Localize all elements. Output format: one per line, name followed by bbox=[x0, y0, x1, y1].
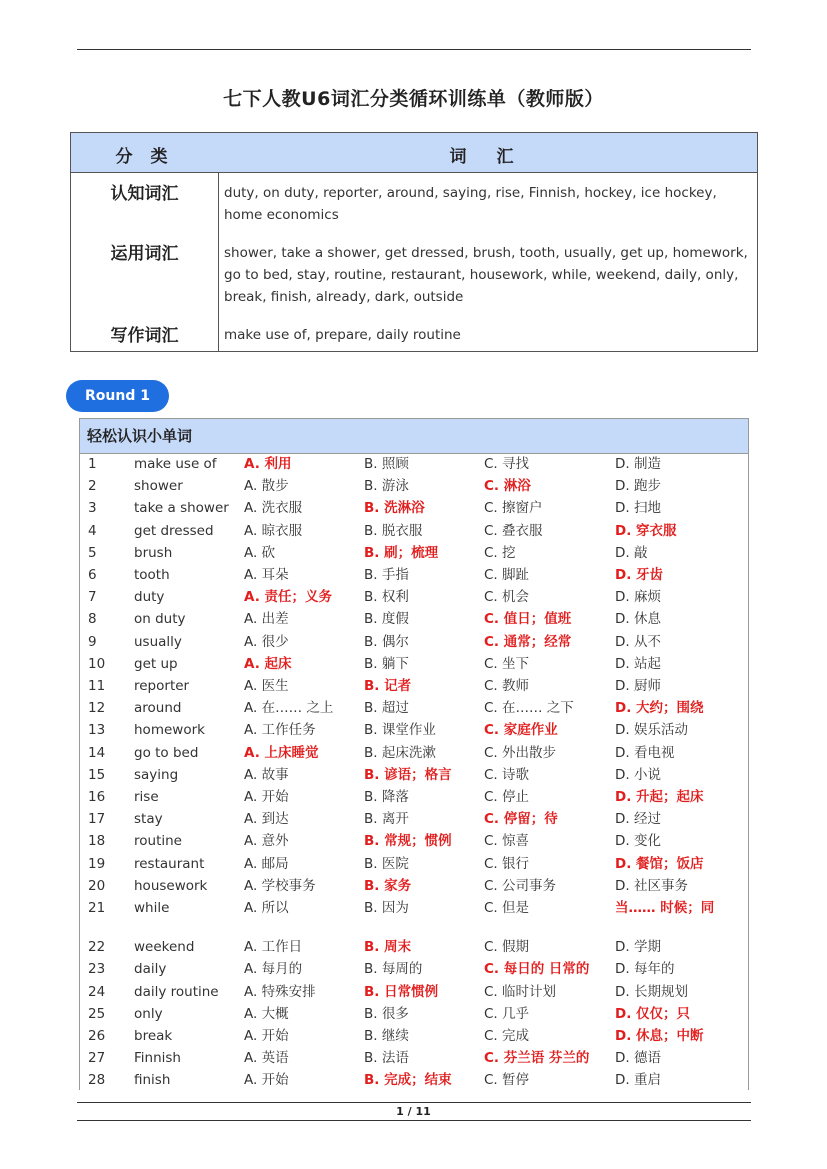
option-c: C. 通常；经常 bbox=[484, 633, 572, 650]
option-a: A. 所以 bbox=[244, 900, 289, 916]
question-word: housework bbox=[134, 877, 208, 894]
question-word: restaurant bbox=[134, 855, 205, 872]
option-b: B. 继续 bbox=[364, 1028, 409, 1044]
question-number: 23 bbox=[88, 961, 106, 978]
top-rule bbox=[77, 49, 751, 50]
option-a: A. 意外 bbox=[244, 833, 289, 850]
vocab-category: 写作词汇 bbox=[110, 326, 179, 346]
question-word: brush bbox=[134, 544, 173, 561]
vocab-category: 运用词汇 bbox=[110, 244, 179, 264]
question-number: 10 bbox=[88, 655, 106, 672]
option-d: D. 娱乐活动 bbox=[615, 722, 688, 739]
question-word: around bbox=[134, 700, 182, 717]
option-c: C. 几乎 bbox=[484, 1005, 530, 1022]
option-c: C. 芬兰语 芬兰的 bbox=[484, 1050, 590, 1067]
option-b: B. 躺下 bbox=[364, 655, 409, 672]
vocab-words: duty, on duty, reporter, around, saying, rise, Finnish, hockey, ice hockey, home economics bbox=[224, 185, 717, 223]
option-c: C. 但是 bbox=[484, 900, 530, 916]
option-a: A. 医生 bbox=[244, 678, 289, 694]
quiz-row bbox=[80, 764, 748, 786]
quiz-row bbox=[80, 1025, 748, 1047]
question-number: 17 bbox=[88, 811, 106, 828]
option-b: B. 记者 bbox=[364, 678, 412, 694]
option-d: D. 站起 bbox=[615, 655, 661, 672]
option-b: B. 起床洗漱 bbox=[364, 744, 436, 761]
option-a: A. 散步 bbox=[244, 478, 289, 495]
option-d: D. 制造 bbox=[615, 456, 661, 472]
question-number: 28 bbox=[88, 1072, 106, 1089]
option-b: B. 偶尔 bbox=[364, 633, 409, 650]
option-d: D. 学期 bbox=[615, 939, 661, 956]
option-d: D. 敲 bbox=[615, 544, 648, 561]
quiz-row bbox=[80, 497, 748, 519]
option-a: A. 每月的 bbox=[244, 961, 303, 978]
quiz-row bbox=[80, 1047, 748, 1069]
question-number: 14 bbox=[88, 744, 106, 761]
question-word: get up bbox=[134, 655, 178, 672]
question-number: 4 bbox=[88, 522, 97, 539]
option-a: A. 工作任务 bbox=[244, 722, 316, 739]
quiz-row bbox=[80, 586, 748, 608]
option-a: A. 英语 bbox=[244, 1050, 289, 1067]
question-number: 13 bbox=[88, 722, 106, 739]
option-d: D. 变化 bbox=[615, 833, 661, 850]
option-a: A. 晾衣服 bbox=[244, 522, 303, 539]
quiz-row bbox=[80, 631, 748, 653]
question-number: 7 bbox=[88, 589, 97, 606]
question-word: tooth bbox=[134, 567, 170, 583]
option-d: D. 穿衣服 bbox=[615, 522, 677, 539]
header-words: 词 汇 bbox=[449, 147, 526, 167]
option-c: C. 外出散步 bbox=[484, 744, 557, 761]
option-d: D. 休息 bbox=[615, 611, 661, 628]
option-c: C. 每日的 日常的 bbox=[484, 961, 590, 978]
option-b: B. 谚语；格言 bbox=[364, 766, 452, 783]
quiz-row bbox=[80, 564, 748, 586]
question-number: 19 bbox=[88, 855, 106, 872]
vocab-table bbox=[70, 132, 758, 352]
quiz-row bbox=[80, 897, 748, 936]
option-b: B. 照顾 bbox=[364, 456, 409, 472]
option-a: A. 大概 bbox=[244, 1005, 289, 1022]
quiz-row bbox=[80, 475, 748, 497]
option-a: A. 责任；义务 bbox=[244, 589, 333, 606]
option-c: C. 机会 bbox=[484, 589, 530, 606]
option-a: A. 出差 bbox=[244, 611, 289, 628]
option-a: A. 故事 bbox=[244, 766, 289, 783]
option-a: A. 开始 bbox=[244, 1072, 289, 1089]
option-c: C. 假期 bbox=[484, 939, 530, 956]
question-number: 11 bbox=[88, 678, 106, 694]
question-number: 12 bbox=[88, 700, 106, 717]
option-d: D. 扫地 bbox=[615, 500, 661, 517]
option-b: B. 常规；惯例 bbox=[364, 833, 452, 850]
option-b: B. 权利 bbox=[364, 589, 409, 606]
option-d: D. 厨师 bbox=[615, 678, 661, 694]
question-number: 24 bbox=[88, 983, 106, 1000]
quiz-row bbox=[80, 786, 748, 808]
question-word: stay bbox=[134, 811, 163, 828]
question-word: on duty bbox=[134, 611, 186, 628]
question-word: homework bbox=[134, 722, 205, 739]
question-number: 16 bbox=[88, 789, 106, 805]
option-c: C. 淋浴 bbox=[484, 478, 531, 495]
option-c: C. 擦窗户 bbox=[484, 500, 543, 517]
option-c: C. 坐下 bbox=[484, 655, 530, 672]
question-number: 25 bbox=[88, 1005, 106, 1022]
question-number: 18 bbox=[88, 833, 106, 850]
option-a: A. 到达 bbox=[244, 811, 289, 828]
quiz-row bbox=[80, 1003, 748, 1025]
option-d: D. 德语 bbox=[615, 1050, 661, 1067]
quiz-row bbox=[80, 958, 748, 980]
option-a: A. 学校事务 bbox=[244, 877, 316, 894]
vocab-category: 认知词汇 bbox=[110, 184, 179, 204]
option-b: B. 脱衣服 bbox=[364, 522, 423, 539]
page-number: 1 / 11 bbox=[396, 1105, 431, 1118]
question-word: saying bbox=[134, 766, 179, 783]
option-b: B. 完成；结束 bbox=[364, 1072, 452, 1089]
option-d: D. 牙齿 bbox=[615, 567, 664, 583]
question-word: take a shower bbox=[134, 500, 229, 517]
question-word: usually bbox=[134, 633, 182, 650]
option-b: B. 游泳 bbox=[364, 478, 409, 495]
quiz-row bbox=[80, 542, 748, 564]
footer-rule-bottom bbox=[77, 1120, 751, 1121]
question-word: routine bbox=[134, 833, 182, 850]
option-d: D. 经过 bbox=[615, 811, 661, 828]
option-c: C. 暂停 bbox=[484, 1072, 530, 1089]
quiz-row bbox=[80, 453, 748, 475]
vocab-table-header bbox=[71, 133, 757, 173]
option-d: D. 小说 bbox=[615, 766, 661, 783]
question-word: shower bbox=[134, 478, 183, 495]
quiz-row bbox=[80, 981, 748, 1003]
quiz-row bbox=[80, 1069, 748, 1090]
quiz-row bbox=[80, 853, 748, 875]
option-b: B. 课堂作业 bbox=[364, 722, 436, 739]
quiz-row bbox=[80, 808, 748, 830]
option-b: B. 超过 bbox=[364, 700, 409, 717]
question-word: break bbox=[134, 1028, 173, 1044]
option-c: C. 寻找 bbox=[484, 456, 530, 472]
option-c: C. 银行 bbox=[484, 855, 530, 872]
question-number: 6 bbox=[88, 567, 97, 583]
option-a: A. 开始 bbox=[244, 789, 289, 805]
option-d: D. 重启 bbox=[615, 1072, 661, 1089]
option-d: D. 升起；起床 bbox=[615, 789, 704, 805]
option-d: D. 仅仅；只 bbox=[615, 1005, 691, 1022]
option-c: C. 停止 bbox=[484, 789, 530, 805]
question-number: 3 bbox=[88, 500, 97, 517]
option-a: A. 起床 bbox=[244, 655, 292, 672]
question-word: weekend bbox=[134, 939, 195, 956]
option-c: C. 在…… 之下 bbox=[484, 700, 574, 717]
question-word: get dressed bbox=[134, 522, 214, 539]
option-b: B. 医院 bbox=[364, 855, 409, 872]
vocab-words: shower, take a shower, get dressed, brush, tooth, usually, get up, homework, go to bed, stay, routine, restaurant, housework, while, weekend, daily, only, break, finish, already, dark, outside bbox=[224, 245, 748, 305]
question-word: while bbox=[134, 900, 170, 916]
option-b: B. 洗淋浴 bbox=[364, 500, 425, 517]
question-word: only bbox=[134, 1005, 163, 1022]
option-b: B. 离开 bbox=[364, 811, 409, 828]
header-category: 分 类 bbox=[115, 147, 174, 167]
option-b: B. 日常惯例 bbox=[364, 983, 439, 1000]
question-word: daily routine bbox=[134, 983, 219, 1000]
option-c: C. 值日；值班 bbox=[484, 611, 572, 628]
option-d: 当…… 时候；同 bbox=[615, 900, 715, 916]
question-word: duty bbox=[134, 589, 165, 606]
option-d: D. 跑步 bbox=[615, 478, 661, 495]
option-a: A. 工作日 bbox=[244, 939, 303, 956]
question-number: 22 bbox=[88, 939, 106, 956]
question-number: 26 bbox=[88, 1028, 106, 1044]
option-d: D. 休息；中断 bbox=[615, 1028, 704, 1044]
option-c: C. 教师 bbox=[484, 678, 530, 694]
option-d: D. 看电视 bbox=[615, 744, 675, 761]
question-number: 27 bbox=[88, 1050, 106, 1067]
question-word: go to bed bbox=[134, 744, 199, 761]
option-b: B. 因为 bbox=[364, 900, 409, 916]
quiz-row bbox=[80, 697, 748, 719]
option-c: C. 临时计划 bbox=[484, 983, 557, 1000]
option-c: C. 诗歌 bbox=[484, 766, 530, 783]
vocab-words: make use of, prepare, daily routine bbox=[224, 327, 461, 343]
option-d: D. 社区事务 bbox=[615, 877, 688, 894]
question-number: 20 bbox=[88, 877, 106, 894]
option-d: D. 麻烦 bbox=[615, 589, 661, 606]
option-d: D. 从不 bbox=[615, 633, 661, 650]
option-b: B. 每周的 bbox=[364, 961, 423, 978]
quiz-row bbox=[80, 653, 748, 675]
option-c: C. 家庭作业 bbox=[484, 722, 558, 739]
quiz-row bbox=[80, 719, 748, 741]
option-b: B. 很多 bbox=[364, 1005, 409, 1022]
question-word: Finnish bbox=[134, 1050, 181, 1067]
option-d: D. 每年的 bbox=[615, 961, 675, 978]
quiz-table bbox=[79, 418, 749, 1090]
question-number: 8 bbox=[88, 611, 97, 628]
option-c: C. 完成 bbox=[484, 1028, 530, 1044]
option-b: B. 家务 bbox=[364, 877, 412, 894]
option-d: D. 长期规划 bbox=[615, 983, 688, 1000]
option-d: D. 餐馆；饭店 bbox=[615, 855, 704, 872]
quiz-heading: 轻松认识小单词 bbox=[80, 419, 748, 454]
quiz-row bbox=[80, 675, 748, 697]
page-title: 七下人教U6词汇分类循环训练单（教师版） bbox=[223, 88, 604, 110]
option-a: A. 在…… 之上 bbox=[244, 700, 334, 717]
question-number: 9 bbox=[88, 633, 97, 650]
option-c: C. 停留；待 bbox=[484, 811, 558, 828]
option-b: B. 法语 bbox=[364, 1050, 409, 1067]
question-word: reporter bbox=[134, 678, 190, 694]
question-number: 5 bbox=[88, 544, 97, 561]
question-number: 21 bbox=[88, 900, 106, 916]
question-word: finish bbox=[134, 1072, 171, 1089]
option-c: C. 挖 bbox=[484, 544, 516, 561]
option-c: C. 公司事务 bbox=[484, 877, 557, 894]
quiz-row bbox=[80, 608, 748, 630]
option-a: A. 很少 bbox=[244, 633, 289, 650]
question-word: rise bbox=[134, 789, 159, 805]
question-word: make use of bbox=[134, 456, 217, 472]
option-b: B. 降落 bbox=[364, 789, 409, 805]
question-word: daily bbox=[134, 961, 167, 978]
option-a: A. 洗衣服 bbox=[244, 500, 303, 517]
vocab-column-divider bbox=[218, 172, 219, 351]
option-b: B. 刷；梳理 bbox=[364, 544, 439, 561]
option-a: A. 特殊安排 bbox=[244, 983, 316, 1000]
question-number: 2 bbox=[88, 478, 97, 495]
option-b: B. 周末 bbox=[364, 939, 412, 956]
option-a: A. 耳朵 bbox=[244, 567, 289, 583]
option-a: A. 邮局 bbox=[244, 855, 289, 872]
quiz-row bbox=[80, 936, 748, 958]
option-a: A. 上床睡觉 bbox=[244, 744, 319, 761]
option-a: A. 开始 bbox=[244, 1028, 289, 1044]
option-a: A. 利用 bbox=[244, 456, 292, 472]
footer-rule bbox=[77, 1102, 751, 1103]
question-number: 1 bbox=[88, 456, 97, 472]
quiz-row bbox=[80, 830, 748, 852]
option-d: D. 大约；围绕 bbox=[615, 700, 704, 717]
question-number: 15 bbox=[88, 766, 106, 783]
option-c: C. 惊喜 bbox=[484, 833, 530, 850]
quiz-row bbox=[80, 742, 748, 764]
option-a: A. 砍 bbox=[244, 544, 276, 561]
round-badge: Round 1 bbox=[66, 380, 169, 412]
option-b: B. 度假 bbox=[364, 611, 409, 628]
option-b: B. 手指 bbox=[364, 567, 409, 583]
quiz-row bbox=[80, 875, 748, 897]
option-c: C. 脚趾 bbox=[484, 567, 530, 583]
option-c: C. 叠衣服 bbox=[484, 522, 543, 539]
quiz-row bbox=[80, 520, 748, 542]
